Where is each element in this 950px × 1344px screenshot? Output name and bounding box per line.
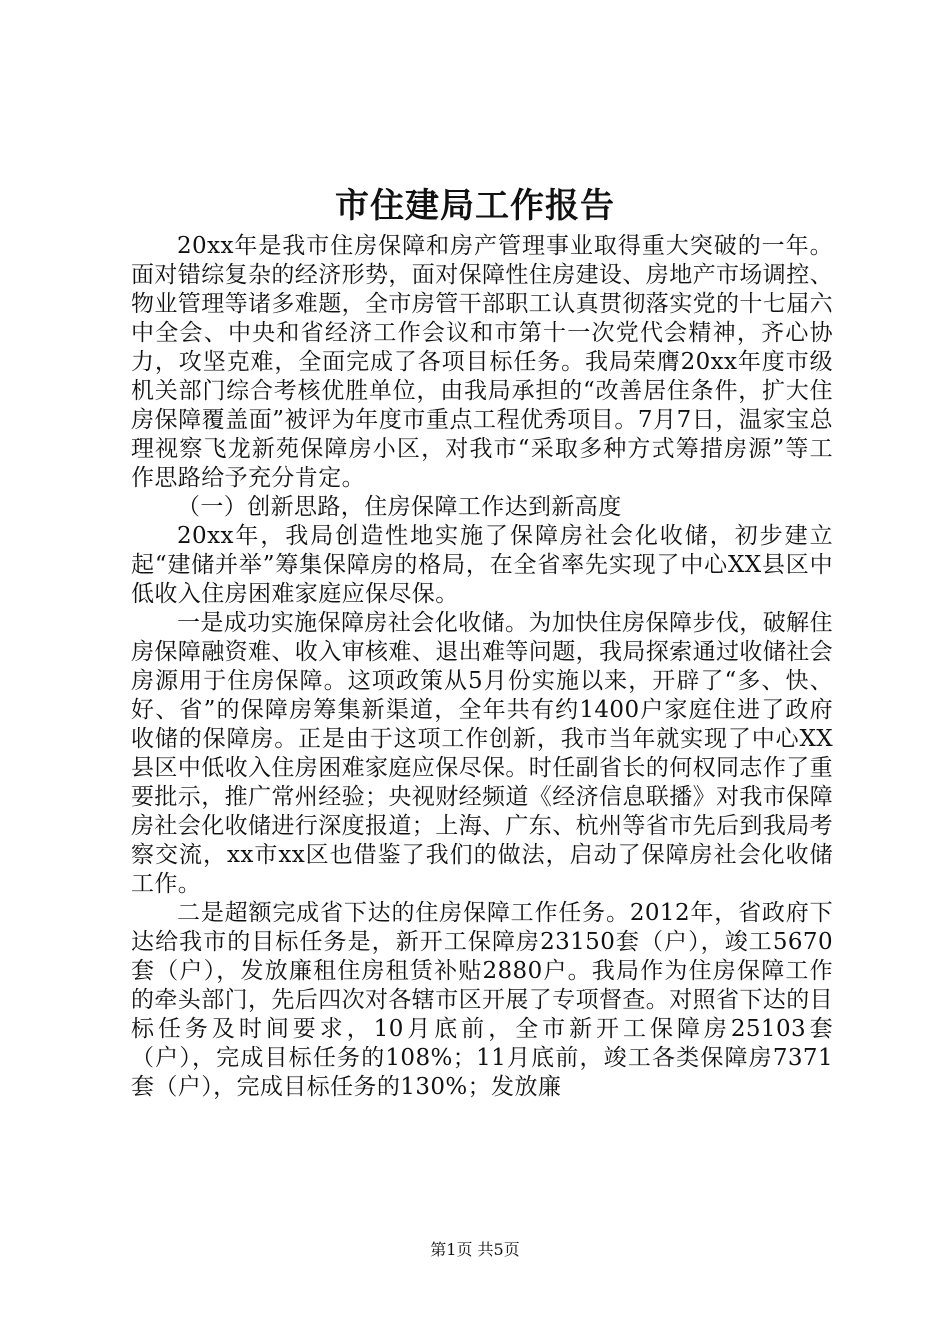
section-heading: （一）创新思路，住房保障工作达到新高度 [177,494,622,520]
paragraph-section-summary: 20xx年，我局创造性地实施了保障房社会化收储，初步建立起“建储并举”筹集保障房的格局，在全省率先实现了中心XX县区中低收入住房困难家庭应保尽保。 [131,523,833,607]
paragraph-intro: 20xx年是我市住房保障和房产管理事业取得重大突破的一年。面对错综复杂的经济形势，面对保障性住房建设、房地产市场调控、物业管理等诸多难题，全市房管干部职工认真贯彻落实党的十七届六中全会、中央和省经济工作会议和市第十一次党代会精神，齐心协力，攻坚克难，全面完成了各项目标任务。我局荣膺20xx年度市级机关部门综合考核优胜单位，由我局承担的“改善居住条件，扩大住房保障覆盖面”被评为年度市重点工程优秀项目。7月7日，温家宝总理视察飞龙新苑保障房小区，对我市“采取多种方式筹措房源”等工作思路给予充分肯定。 [131,233,833,491]
document-title: 市住建局工作报告 [335,186,615,226]
document-body [131,232,833,1102]
paragraph-point-one: 一是成功实施保障房社会化收储。为加快住房保障步伐，破解住房保障融资难、收入审核难、退出难等问题，我局探索通过收储社会房源用于住房保障。这项政策从5月份实施以来，开辟了“多、快、好、省”的保障房筹集新渠道，全年共有约1400户家庭住进了政府收储的保障房。正是由于这项工作创新，我市当年就实现了中心XX县区中低收入住房困难家庭应保尽保。时任副省长的何权同志作了重要批示，推广常州经验；央视财经频道《经济信息联播》对我市保障房社会化收储进行深度报道；上海、广东、杭州等省市先后到我局考察交流，xx市xx区也借鉴了我们的做法，启动了保障房社会化收储工作。 [131,610,833,897]
paragraph-point-two: 二是超额完成省下达的住房保障工作任务。2012年，省政府下达给我市的目标任务是，新开工保障房23150套（户），竣工5670套（户），发放廉租住房租赁补贴2880户。我局作为住房保障工作的牵头部门，先后四次对各辖市区开展了专项督查。对照省下达的目标任务及时间要求，10月底前，全市新开工保障房25103套（户），完成目标任务的108%；11月底前，竣工各类保障房7371套（户），完成目标任务的130%；发放廉 [131,900,833,1100]
page-footer: 第1页 共5页 [430,1240,520,1259]
